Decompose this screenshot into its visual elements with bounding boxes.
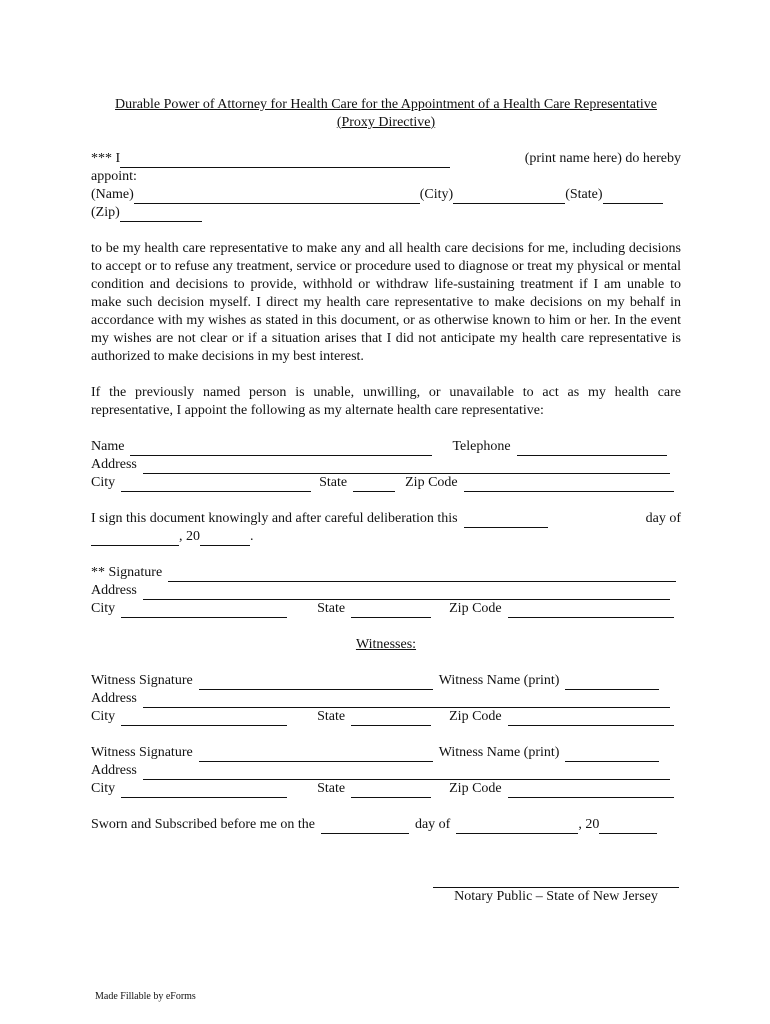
witness1-name-label: Witness Name (print) — [438, 673, 560, 688]
appoint-suffix: (print name here) do hereby — [524, 151, 681, 166]
signer-address-row — [91, 582, 681, 600]
witness1-city-label: City — [91, 709, 116, 724]
witness1-city-row — [91, 708, 681, 726]
witness1-address-field[interactable] — [143, 694, 670, 708]
signer-city-row — [91, 600, 681, 618]
signer-city-field[interactable] — [121, 604, 287, 618]
alternate-zip-field[interactable] — [464, 478, 674, 492]
sworn-month-field[interactable] — [456, 820, 578, 834]
representative-zip-label: (Zip) — [91, 205, 120, 220]
witness2-state-field[interactable] — [351, 784, 431, 798]
witness1-state-label: State — [317, 709, 346, 724]
witness1-state-field[interactable] — [351, 712, 431, 726]
notary-signature-field[interactable] — [433, 874, 679, 888]
witness1-signature-label: Witness Signature — [91, 673, 193, 688]
footer-text: Made Fillable by eForms — [95, 991, 196, 1002]
alternate-name-row — [91, 438, 681, 456]
representative-state-field[interactable] — [603, 190, 663, 204]
alternate-address-label: Address — [91, 457, 137, 472]
appoint-continued — [91, 168, 681, 186]
sworn-day-of: day of — [414, 817, 451, 832]
sign-year-prefix: , 20 — [179, 529, 200, 544]
alternate-address-field[interactable] — [143, 460, 670, 474]
appoint-prefix: *** I — [91, 151, 121, 166]
sworn-text: Sworn and Subscribed before me on the — [91, 817, 315, 832]
representative-city-label: (City) — [419, 187, 454, 202]
sign-date-row — [91, 528, 681, 546]
alternate-telephone-label: Telephone — [452, 439, 511, 454]
signer-address-label: Address — [91, 583, 137, 598]
witness1-zip-field[interactable] — [508, 712, 674, 726]
notary-signature-line-row — [91, 870, 681, 890]
sign-day-of: day of — [645, 511, 681, 526]
witness1-signature-field[interactable] — [199, 676, 433, 690]
alternate-zip-label: Zip Code — [405, 475, 458, 490]
witness2-signature-label: Witness Signature — [91, 745, 193, 760]
sign-day-field[interactable] — [464, 514, 548, 528]
witness1-city-field[interactable] — [121, 712, 287, 726]
signer-signature-row — [91, 564, 681, 582]
document-title: Durable Power of Attorney for Health Care for the Appointment of a Health Care Representative — [115, 97, 657, 112]
witness2-address-label: Address — [91, 763, 137, 778]
sworn-day-field[interactable] — [321, 820, 409, 834]
witness2-signature-row — [91, 744, 681, 762]
notary-caption: Notary Public – State of New Jersey — [454, 889, 658, 904]
representative-name-field[interactable] — [134, 190, 420, 204]
alternate-city-field[interactable] — [121, 478, 311, 492]
sign-month-field[interactable] — [91, 532, 179, 546]
witness2-address-row — [91, 762, 681, 780]
witness1-zip-label: Zip Code — [449, 709, 502, 724]
sworn-year-field[interactable] — [599, 820, 657, 834]
signer-state-field[interactable] — [351, 604, 431, 618]
witness2-zip-field[interactable] — [508, 784, 674, 798]
signer-address-field[interactable] — [143, 586, 670, 600]
alternate-address-row — [91, 456, 681, 474]
signer-signature-label: ** Signature — [91, 565, 163, 580]
representative-zip-row — [91, 204, 681, 222]
witness1-address-row — [91, 690, 681, 708]
appoint-continued-text: appoint: — [91, 169, 137, 184]
signer-state-label: State — [317, 601, 346, 616]
alternate-paragraph: If the previously named person is unable, unwilling, or unavailable to act as my health care representative, I appoint the following as my alternate health care representative: — [91, 385, 681, 418]
witness1-address-label: Address — [91, 691, 137, 706]
signer-city-label: City — [91, 601, 116, 616]
principal-name-field[interactable] — [120, 154, 450, 168]
signer-zip-label: Zip Code — [449, 601, 502, 616]
alternate-name-field[interactable] — [130, 442, 432, 456]
alternate-telephone-field[interactable] — [517, 442, 667, 456]
sign-year-field[interactable] — [200, 532, 250, 546]
witness2-city-field[interactable] — [121, 784, 287, 798]
representative-row — [91, 186, 681, 204]
witness1-signature-row — [91, 672, 681, 690]
document-page — [91, 96, 681, 906]
signer-signature-field[interactable] — [168, 568, 676, 582]
alternate-city-row — [91, 474, 681, 492]
alternate-state-field[interactable] — [353, 478, 395, 492]
witness2-signature-field[interactable] — [199, 748, 433, 762]
witness2-address-field[interactable] — [143, 766, 670, 780]
witness2-state-label: State — [317, 781, 346, 796]
sign-text: I sign this document knowingly and after careful deliberation this — [91, 511, 458, 526]
alternate-name-label: Name — [91, 439, 125, 454]
document-subtitle: (Proxy Directive) — [336, 115, 436, 130]
witness2-city-label: City — [91, 781, 116, 796]
authority-paragraph: to be my health care representative to make any and all health care decisions for me, including decisions to accept or to refuse any treatment, service or procedure used to diagnose or treat my physical or mental condition and decisions to provide, withhold or withdraw life-sustaining treatment if I am unable to make such decision myself. I direct my health care representative to make decisions on my behalf in accordance with my wishes as stated in this document, or as otherwise known to him or her. In the event my wishes are not clear or if a situation arises that I did not anticipate my health care representative is authorized to make decisions in my best interest. — [91, 241, 681, 364]
sign-row — [91, 510, 681, 528]
appoint-row — [91, 150, 681, 168]
witness2-name-label: Witness Name (print) — [438, 745, 560, 760]
witnesses-heading: Witnesses: — [355, 637, 417, 652]
witness2-zip-label: Zip Code — [449, 781, 502, 796]
witness2-name-field[interactable] — [565, 748, 659, 762]
sign-period: . — [250, 529, 254, 544]
alternate-city-label: City — [91, 475, 116, 490]
representative-city-field[interactable] — [453, 190, 565, 204]
sworn-year-prefix: , 20 — [578, 817, 600, 832]
witness2-city-row — [91, 780, 681, 798]
representative-zip-field[interactable] — [120, 208, 202, 222]
sworn-row — [91, 816, 681, 834]
witness1-name-field[interactable] — [565, 676, 659, 690]
alternate-state-label: State — [319, 475, 348, 490]
representative-state-label: (State) — [565, 187, 603, 202]
signer-zip-field[interactable] — [508, 604, 674, 618]
representative-name-label: (Name) — [91, 187, 134, 202]
